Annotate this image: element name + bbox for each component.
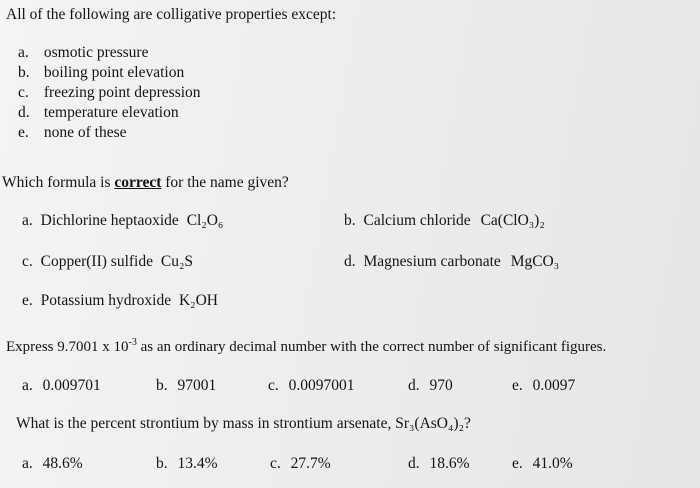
q2-option-a <box>22 212 223 230</box>
q2-option-c <box>22 253 193 271</box>
q4-prompt: What is the percent strontium by mass in strontium arsenate, Sr₃(AsO₄)₂? <box>16 415 471 432</box>
option-letter: e. <box>512 455 523 472</box>
q2-option-e <box>22 292 218 310</box>
option-formula: Cl₂O₆ <box>186 212 224 229</box>
option-letter: d. <box>344 253 356 270</box>
q2-prompt-start: Which formula is <box>2 174 115 191</box>
option-text: 97001 <box>177 377 217 394</box>
q1-option-c <box>18 84 201 102</box>
option-letter: b. <box>156 455 168 472</box>
q2-prompt-end: for the name given? <box>161 174 289 191</box>
option-formula: Cu₂S <box>160 253 193 270</box>
option-letter: e. <box>22 292 33 309</box>
option-text: 0.0097001 <box>288 377 355 394</box>
option-name: Magnesium carbonate <box>363 253 501 270</box>
q4-option-e <box>512 455 573 473</box>
option-text: freezing point depression <box>43 84 201 101</box>
option-text: 27.7% <box>290 455 331 472</box>
option-letter: e. <box>512 377 523 394</box>
q1-option-b <box>18 64 184 82</box>
q2-prompt-emphasis: correct <box>114 174 162 191</box>
option-letter: a. <box>22 455 33 472</box>
q1-option-e <box>18 124 127 142</box>
q3-option-e <box>512 377 575 395</box>
option-formula: MgCO₃ <box>510 253 560 270</box>
option-letter: b. <box>156 377 168 394</box>
q4-option-b <box>156 455 218 473</box>
q3-prompt <box>6 339 606 356</box>
q3-option-c <box>268 377 355 395</box>
q2-prompt <box>2 174 289 192</box>
q4-option-c <box>270 455 331 473</box>
option-letter: a. <box>22 377 33 394</box>
option-letter: c. <box>268 377 279 394</box>
q2-option-d <box>344 253 559 271</box>
q3-option-a <box>22 377 101 395</box>
q4-option-a <box>22 455 83 473</box>
q1-option-a <box>18 44 148 62</box>
option-letter: d. <box>408 455 420 472</box>
option-letter: b. <box>344 212 356 229</box>
option-letter: e. <box>18 124 29 141</box>
option-letter: d. <box>18 104 30 121</box>
option-letter: a. <box>22 212 33 229</box>
option-text: 970 <box>429 377 453 394</box>
option-text: none of these <box>43 124 127 141</box>
option-letter: d. <box>408 377 420 394</box>
option-text: osmotic pressure <box>43 44 149 61</box>
q2-option-b <box>344 212 545 230</box>
q3-option-d <box>408 377 453 395</box>
option-letter: c. <box>22 253 33 270</box>
option-letter: a. <box>18 44 29 61</box>
option-text: 13.4% <box>177 455 218 472</box>
option-text: boiling point elevation <box>43 64 185 81</box>
option-text: 0.009701 <box>42 377 101 394</box>
option-text: temperature elevation <box>43 104 179 121</box>
option-letter: c. <box>18 84 29 101</box>
option-formula: K₂OH <box>178 292 218 309</box>
q3-prompt-start: Express 9.7001 x 10 <box>6 339 129 355</box>
option-name: Copper(II) sulfide <box>40 253 153 270</box>
option-name: Dichlorine heptaoxide <box>40 212 179 229</box>
option-text: 18.6% <box>429 455 470 472</box>
option-letter: b. <box>18 64 30 81</box>
option-name: Calcium chloride <box>363 212 471 229</box>
option-text: 0.0097 <box>532 377 576 394</box>
option-text: 41.0% <box>532 455 573 472</box>
option-name: Potassium hydroxide <box>40 292 172 309</box>
q4-option-d <box>408 455 470 473</box>
q3-prompt-end: as an ordinary decimal number with the correct number of significant figures. <box>136 339 607 355</box>
option-text: 48.6% <box>42 455 83 472</box>
q1-option-d <box>18 104 179 122</box>
option-formula: Ca(ClO₃)₂ <box>480 212 545 229</box>
q3-exponent: -3 <box>128 337 137 348</box>
option-letter: c. <box>270 455 281 472</box>
q3-option-b <box>156 377 216 395</box>
q1-prompt: All of the following are colligative properties except: <box>6 6 337 23</box>
